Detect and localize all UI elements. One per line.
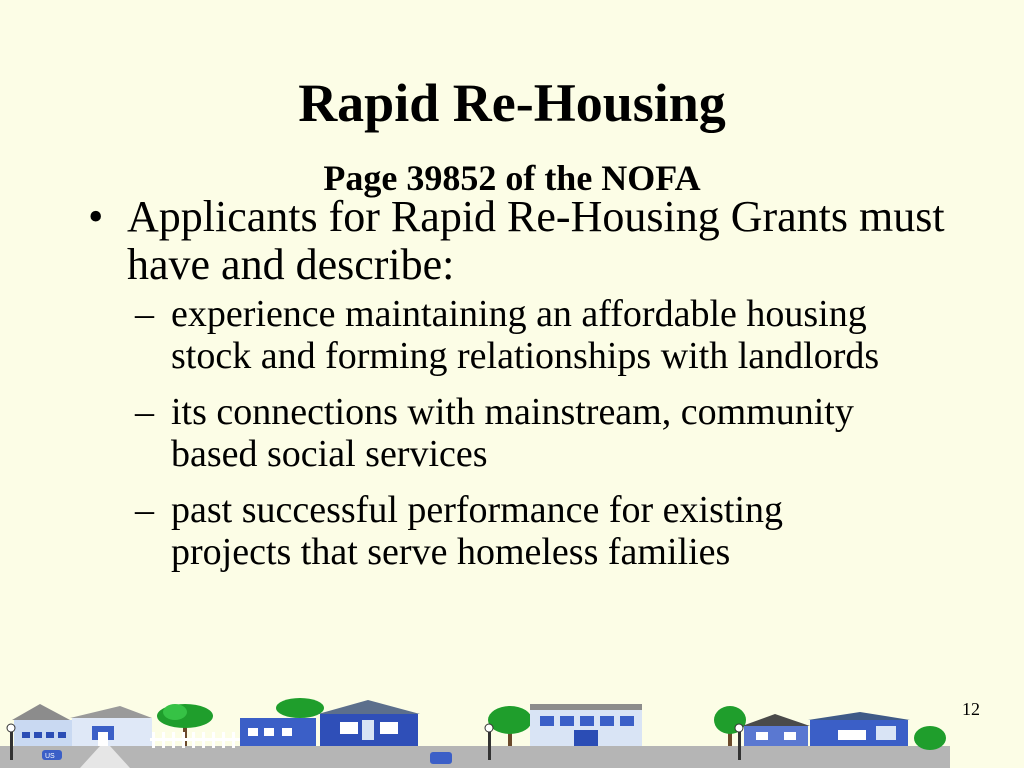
bush-icon bbox=[914, 726, 946, 750]
house-icon bbox=[808, 712, 910, 746]
house-icon bbox=[318, 700, 420, 746]
page-number: 12 bbox=[962, 699, 980, 719]
house-icon bbox=[240, 698, 324, 746]
sub-bullet-text: its connections with mainstream, community based social services bbox=[171, 391, 854, 475]
mailbox-icon bbox=[430, 752, 452, 764]
bullet-item bbox=[88, 193, 988, 573]
slide-title: Rapid Re-Housing bbox=[298, 73, 726, 133]
sub-bullet-list bbox=[127, 293, 988, 573]
mailbox-icon bbox=[42, 750, 62, 760]
tree-icon bbox=[488, 706, 532, 746]
town-illustration bbox=[0, 696, 950, 768]
fence-icon bbox=[150, 732, 240, 748]
sidewalk bbox=[0, 746, 950, 768]
house-icon bbox=[70, 706, 152, 746]
bullet-list bbox=[88, 193, 988, 587]
sub-bullet-item bbox=[127, 391, 911, 475]
mailbox-label: US bbox=[45, 753, 55, 760]
sub-bullet-item bbox=[127, 489, 911, 573]
house-icon bbox=[12, 704, 72, 746]
bullet-text: Applicants for Rapid Re-Housing Grants must have and describe: bbox=[127, 192, 945, 289]
sub-bullet-item bbox=[127, 293, 911, 377]
slide-subtitle: Page 39852 of the NOFA bbox=[323, 158, 701, 198]
dash-marker: – bbox=[135, 489, 154, 531]
bullet-marker: • bbox=[88, 192, 104, 241]
dash-marker: – bbox=[135, 391, 154, 433]
building-icon bbox=[530, 704, 642, 746]
dash-marker: – bbox=[135, 293, 154, 335]
sub-bullet-text: experience maintaining an affordable housing stock and forming relationships with landlords bbox=[171, 293, 880, 377]
house-icon bbox=[742, 714, 810, 746]
sub-bullet-text: past successful performance for existing projects that serve homeless families bbox=[171, 489, 784, 573]
